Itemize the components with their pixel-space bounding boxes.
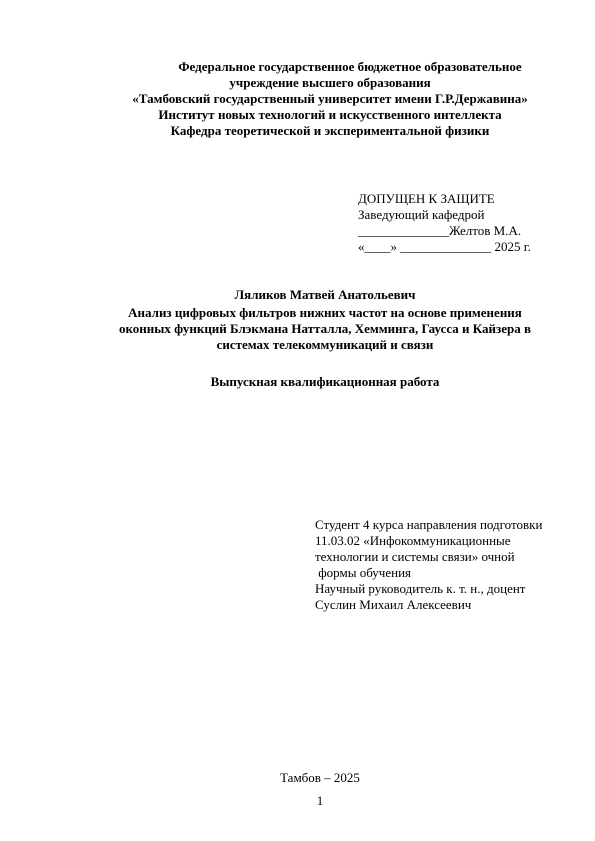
student-info-line-3: технологии и системы связи» очной [315,549,515,564]
thesis-title [80,305,570,353]
thesis-title-line-3: системах телекоммуникаций и связи [216,337,434,352]
student-info-block [315,517,585,613]
student-info-line-1: Студент 4 курса направления подготовки [315,517,543,532]
supervisor-name: Суслин Михаил Алексеевич [315,597,472,612]
page-number: 1 [316,793,324,808]
thesis-title-line-1: Анализ цифровых фильтров нижних частот на основе применения [128,305,522,320]
city-year: Тамбов – 2025 [280,770,360,785]
approval-block [358,191,578,255]
work-type: Выпускная квалификационная работа [210,374,440,389]
student-info-line-4: формы обучения [315,565,412,580]
header-line-university: «Тамбовский государственный университет имени Г.Р.Державина» [132,91,528,106]
author-name: Ляликов Матвей Анатольевич [234,287,416,302]
header-line-department: Кафедра теоретической и экспериментальной физики [170,123,490,138]
header-line-institution-type: учреждение высшего образования [229,75,431,90]
approval-heading: ДОПУЩЕН К ЗАЩИТЕ [358,191,495,206]
header-line-institute: Институт новых технологий и искусственного интеллекта [158,107,502,122]
thesis-title-line-2: оконных функций Блэкмана Натталла, Хемминга, Гаусса и Кайзера в [118,321,532,336]
supervisor-title: Научный руководитель к. т. н., доцент [315,581,526,596]
institution-header [80,59,580,139]
approval-head-title: Заведующий кафедрой [358,207,485,222]
approval-signature-line: ______________Желтов М.А. [358,223,522,238]
approval-date-line: «____» ______________ 2025 г. [358,239,531,254]
student-info-line-2: 11.03.02 «Инфокоммуникационные [315,533,511,548]
header-line-ministry: Федеральное государственное бюджетное образовательное [178,59,522,74]
